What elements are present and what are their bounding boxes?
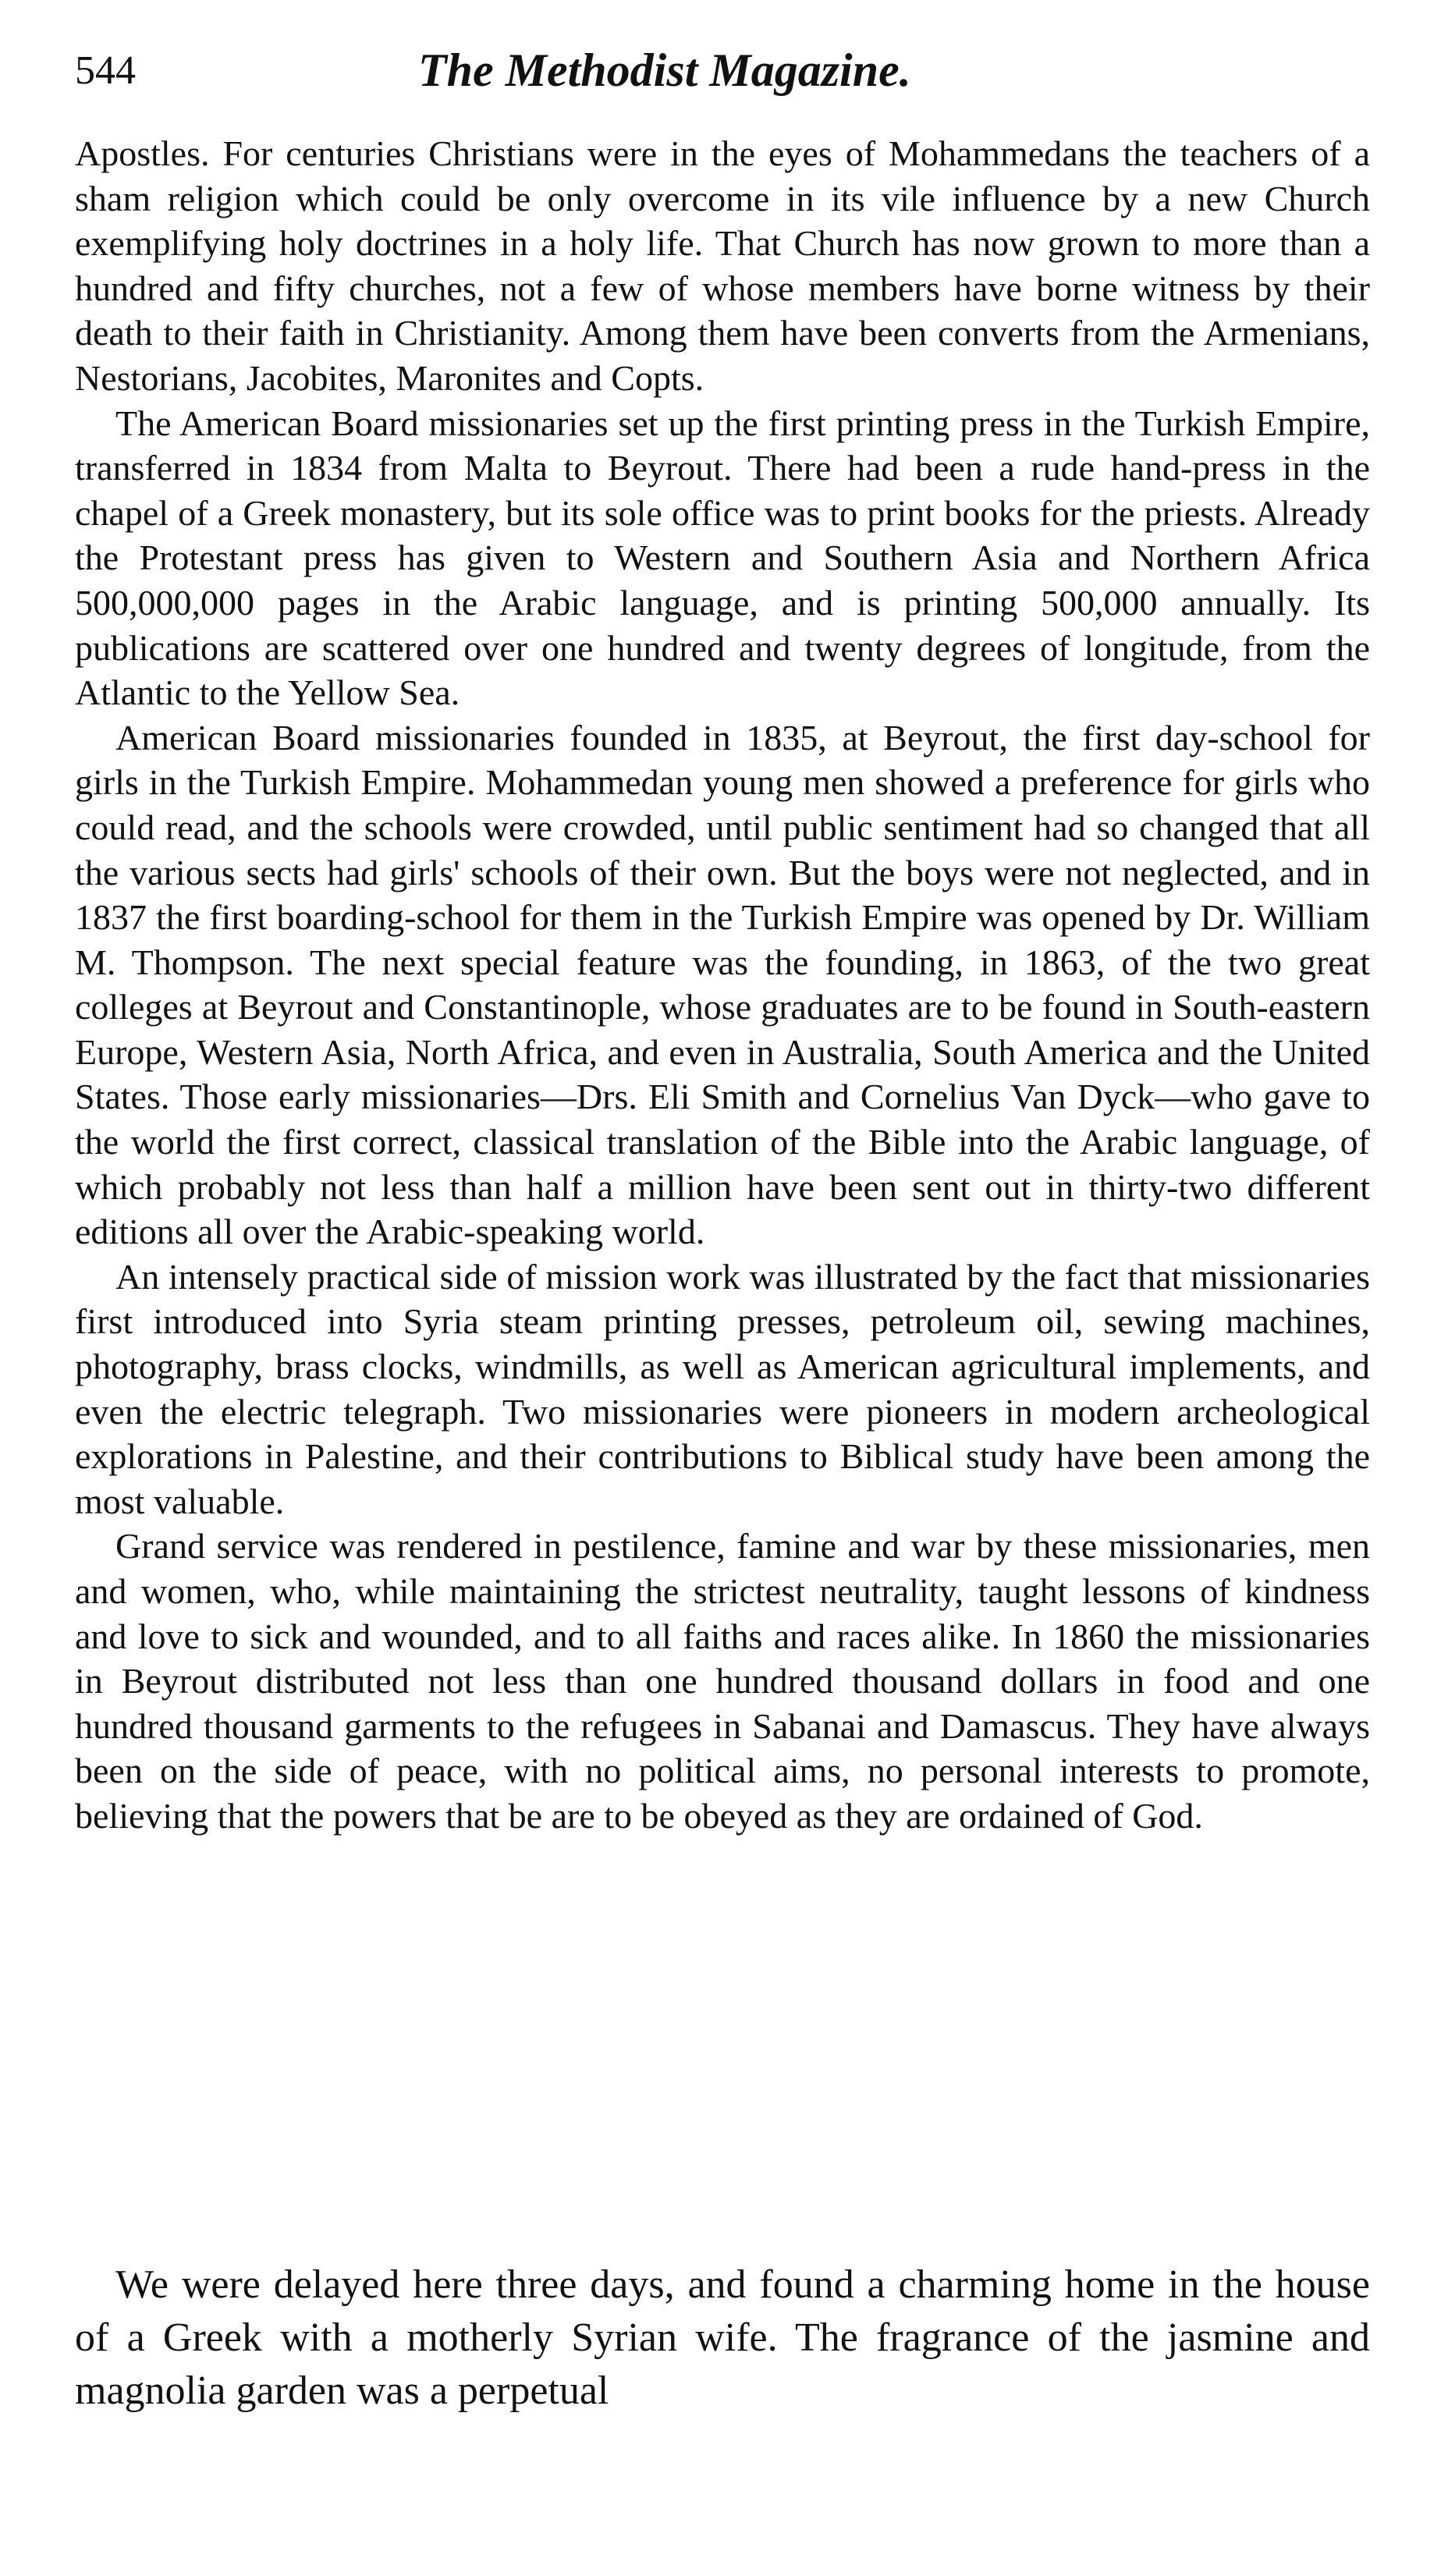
page-header bbox=[75, 39, 1370, 109]
paragraph-printing-press: The American Board missionaries set up the first printing press in the Turkish Empire, transferred in 1834 from Malta to Beyrout. There had been a rude hand-press in the chapel of a Greek monastery, but its sole office was to print books for the priests. Already the Protestant press has given to Western and Southern Asia and Northern Africa 500,000,000 pages in the Arabic language, and is printing 500,000 annually. Its publications are scattered over one hundred and twenty degrees of longitude, from the Atlantic to the Yellow Sea. bbox=[75, 403, 1370, 713]
quoted-text-block bbox=[75, 131, 1370, 1839]
paragraph-practical-work: An intensely practical side of mission work was illustrated by the fact that missionaries first introduced into Syria steam printing presses, petroleum oil, sewing machines, photography, brass clocks, windmills, as well as American agricultural implements, and even the electric telegraph. Two missionaries were pioneers in modern archeological explorations in Palestine, and their contributions to Biblical study have been among the most valuable. bbox=[75, 1256, 1370, 1521]
paragraph-apostles: Apostles. For centuries Christians were in the eyes of Mohammedans the teachers of a sham religion which could be only overcome in its vile influence by a new Church exemplifying holy doctrines in a holy life. That Church has now grown to more than a hundred and fifty churches, not a few of whose members have borne witness by their death to their faith in Christianity. Among them have been converts from the Armenians, Nestorians, Jacobites, Maronites and Copts. bbox=[75, 133, 1370, 398]
page-number: 544 bbox=[75, 48, 136, 93]
paragraph-narrative: We were delayed here three days, and found a charming home in the house of a Greek with a motherly Syrian wife. The fragrance of the jasmine and magnolia garden was a perpetual bbox=[75, 2262, 1370, 2413]
running-title: The Methodist Magazine. bbox=[418, 44, 911, 96]
paragraph-grand-service: Grand service was rendered in pestilence, famine and war by these missionaries, men and women, who, while maintaining the strictest neutrality, taught lessons of kindness and love to sick and wounded, and to all faiths and races alike. In 1860 the missionaries in Beyrout distributed not less than one hundred thousand dollars in food and one hundred thousand garments to the refugees in Sabanai and Damascus. They have always been on the side of peace, with no political aims, no personal interests to promote, believing that the powers that be are to be obeyed as they are ordained of God. bbox=[75, 1526, 1370, 1836]
paragraph-schools-colleges: American Board missionaries founded in 1835, at Beyrout, the first day-school for girls in the Turkish Empire. Mohammedan young men showed a preference for girls who could read, and the schools were crowded, until public sentiment had so changed that all the various sects had girls' schools of their own. But the boys were not neglected, and in 1837 the first boarding-school for them in the Turkish Empire was opened by Dr. William M. Thompson. The next special feature was the founding, in 1863, of the two great colleges at Beyrout and Constantinople, whose graduates are to be found in South-eastern Europe, Western Asia, North Africa, and even in Australia, South America and the United States. Those early missionaries—Drs. Eli Smith and Cornelius Van Dyck—who gave to the world the first correct, classical translation of the Bible into the Arabic language, of which probably not less than half a million have been sent out in thirty-two different editions all over the Arabic-speaking world. bbox=[75, 717, 1370, 1252]
narrative-text-block bbox=[75, 2258, 1370, 2418]
